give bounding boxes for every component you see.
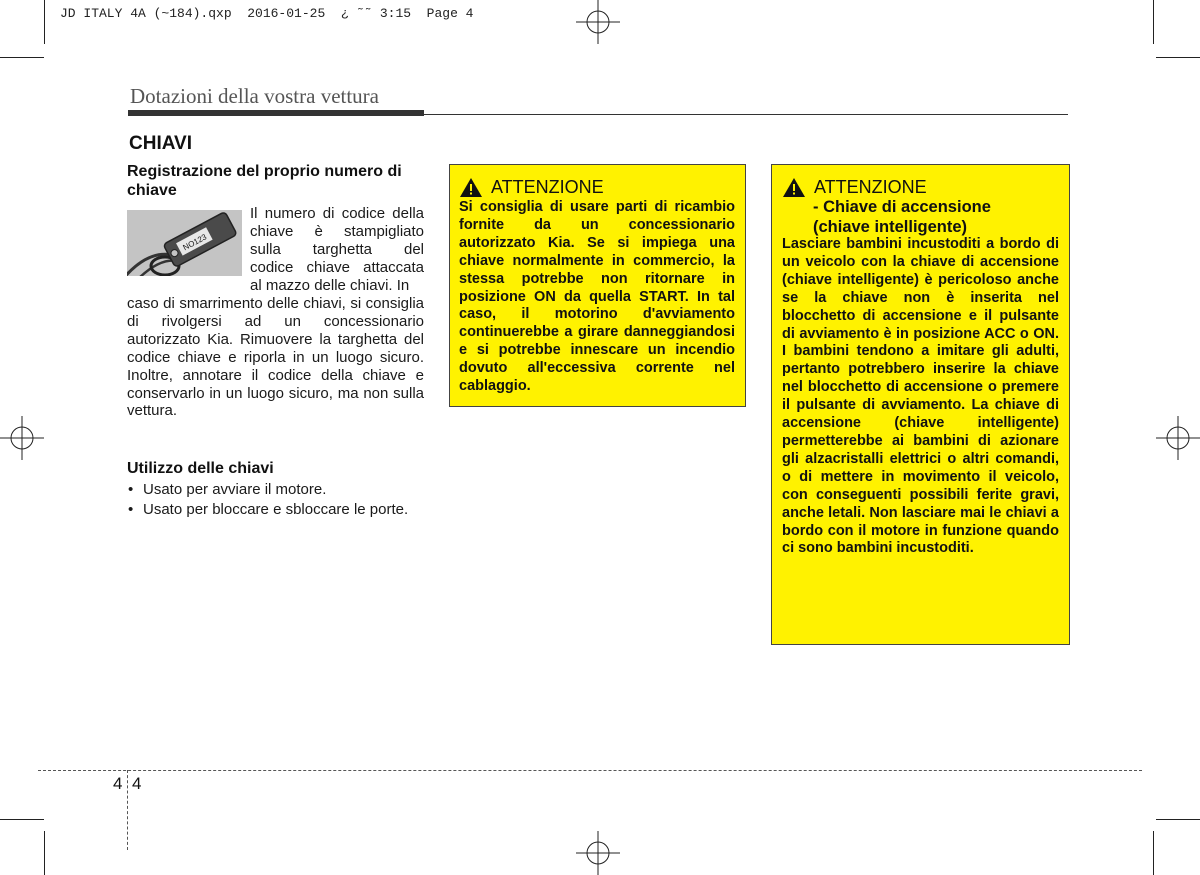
warning-subtitle-line: (chiave intelligente)	[813, 218, 968, 236]
warning-body: Si consiglia di usare parti di ricambio fornite da un concessionario autorizzato Kia. Se si impiega una chiave normalmente in commercio, la stessa potrebbe non ritornare in posizione ON da quella START. In tal caso, il motorino d'avviamento continuerebbe a girare danneggiandosi e si potrebbe innescare un incendio dovuto all'eccessiva corrente nel cablaggio.	[459, 199, 735, 395]
page-number: 4	[132, 774, 142, 793]
footer-rule	[38, 770, 1142, 771]
usage-list	[127, 481, 424, 521]
section-number: 4	[113, 774, 123, 793]
crop-mark-top-left-h	[0, 57, 44, 58]
crop-mark-top-right-v	[1153, 0, 1154, 44]
list-item: • Usato per bloccare e sbloccare le porte.	[127, 501, 424, 519]
print-slug: JD ITALY 4A (~184).qxp 2016-01-25 ¿ ˜˜ 3:15 Page 4	[60, 6, 474, 21]
registration-mark-top-icon	[576, 0, 620, 44]
footer-divider	[127, 770, 128, 850]
warning-title: ATTENZIONE	[814, 177, 927, 197]
warning-box-replacement-parts	[449, 164, 746, 407]
warning-subtitle	[782, 197, 1059, 237]
registration-mark-left-icon	[0, 416, 44, 460]
section-title: CHIAVI	[129, 133, 192, 154]
page-header-title: Dotazioni della vostra vettura	[130, 84, 379, 108]
registration-mark-right-icon	[1156, 416, 1200, 460]
warning-subtitle-line: - Chiave di accensione	[813, 198, 991, 216]
crop-mark-bottom-left-v	[44, 831, 45, 875]
wrap-line: chiave è stampigliato	[250, 223, 424, 240]
usage-heading: Utilizzo delle chiavi	[127, 460, 274, 477]
warning-triangle-icon	[459, 177, 483, 198]
header-rule-accent	[128, 110, 424, 116]
registration-heading: Registrazione del proprio numero di chiave	[127, 163, 402, 199]
wrap-line: codice chiave attaccata	[250, 259, 424, 276]
crop-mark-top-left-v	[44, 0, 45, 44]
wrap-line: sulla targhetta del	[250, 241, 424, 258]
warning-heading	[459, 177, 735, 198]
wrap-line: Il numero di codice della	[250, 205, 424, 222]
registration-wrap-text	[250, 205, 424, 295]
key-tag-label: NO123	[181, 232, 209, 253]
registration-mark-bottom-icon	[576, 831, 620, 875]
warning-triangle-icon	[782, 177, 806, 198]
key-tag-image	[127, 210, 242, 276]
crop-mark-bottom-right-h	[1156, 819, 1200, 820]
warning-body: Lasciare bambini incustoditi a bordo di un veicolo con la chiave di accensione (chiave intelligente) è pericoloso anche se la chiave non è inserita nel blocchetto di accensione e il pulsante di avviamento è in posizione ACC o ON. I bambini tendono a imitare gli adulti, pertanto potrebbero inserire la chiave nel blocchetto di accensione o premere il pulsante di avviamento. La chiave di accensione (chiave intelligente) permetterebbe ai bambini di azionare gli alzacristalli elettrici o altri comandi, o di mettere in movimento il veicolo, con conseguenti possibili ferite gravi, anche letali. Non lasciare mai le chiavi a bordo con il motore in funzione quando ci sono bambini incustoditi.	[782, 236, 1059, 557]
warning-box-smart-key	[771, 164, 1070, 645]
crop-mark-bottom-left-h	[0, 819, 44, 820]
list-item: • Usato per avviare il motore.	[127, 481, 424, 499]
warning-heading	[782, 177, 1059, 198]
wrap-line: al mazzo delle chiavi. In	[250, 277, 410, 294]
crop-mark-bottom-right-v	[1153, 831, 1154, 875]
warning-title: ATTENZIONE	[491, 177, 604, 197]
crop-mark-top-right-h	[1156, 57, 1200, 58]
registration-body: caso di smarrimento delle chiavi, si consiglia di rivolgersi ad un concessionario autorizzato Kia. Rimuovere la targhetta del codice chiave e riporla in un luogo sicuro. Inoltre, annotare il codice della chiave e conservarlo in un luogo sicuro, ma non sulla vettura.	[127, 295, 424, 420]
